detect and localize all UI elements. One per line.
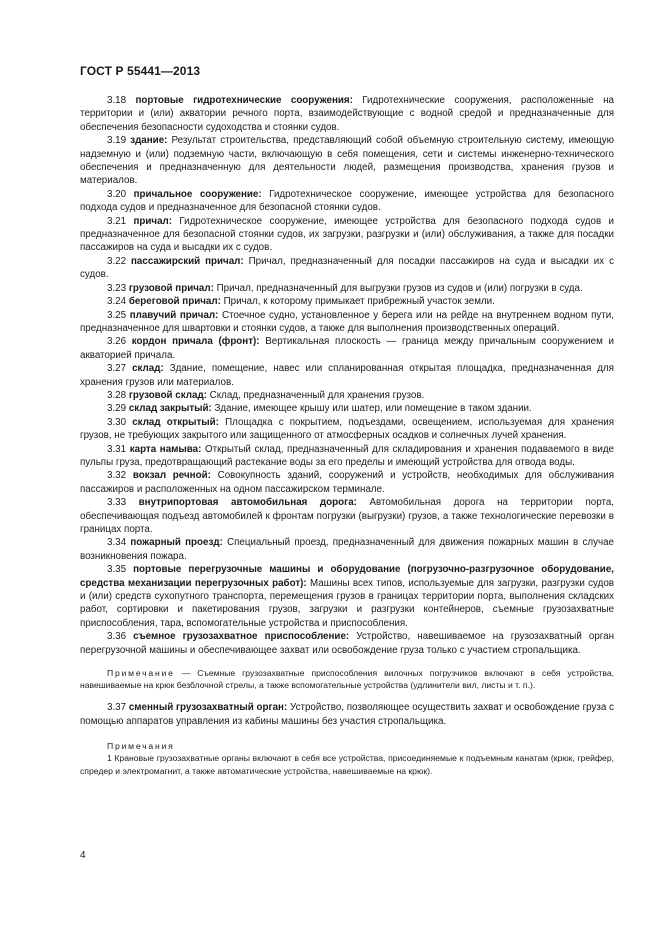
definition-item [80, 255, 614, 282]
document-header: ГОСТ Р 55441—2013 [80, 64, 201, 78]
note-text: — Съемные грузозахватные приспособления вилочных погрузчиков включают в себя устройства, навешиваемые на крюк безблочной стрелы, а также вспомогательные устройства (удлинители вил, листы и т. п.). [80, 668, 614, 691]
item-term: сменный грузозахватный орган: [128, 702, 288, 714]
item-number: 3.36 [107, 631, 127, 643]
definition-item [80, 362, 614, 389]
item-number: 3.24 [107, 296, 127, 308]
item-number: 3.30 [107, 416, 127, 428]
item-definition: Здание, имеющее крышу или шатер, или помещение в таком здании. [211, 403, 532, 415]
item-number: 3.37 [107, 702, 127, 714]
definition-item [80, 389, 614, 402]
item-term: склад открытый: [132, 416, 219, 428]
item-number: 3.29 [107, 403, 127, 415]
item-definition: Специальный проезд, предназначенный для движения пожарных машин в случае возникновения пожара. [80, 537, 614, 562]
item-definition: Гидротехнические сооружения, расположенные на территории и (или) акватории речного порта, взаимодействующие с водной средой и предназначенные для обеспечения безопасности судоходства и стоянки судов. [80, 95, 614, 133]
item-number: 3.27 [107, 363, 127, 375]
definition-item [80, 134, 614, 188]
note-label: Примечание [107, 668, 175, 679]
item-term: внутрипортовая автомобильная дорога: [138, 497, 357, 509]
item-term: пожарный проезд: [130, 537, 223, 549]
item-definition: Результат строительства, представляющий собой объемную строительную систему, имеющую надземную и (или) подземную части, включающую в себя помещения, сети и системы инженерно-технического обеспечения и предназначенную для деятельности людей, размещения производства, хранения грузов и материалов. [80, 135, 614, 187]
definition-item [80, 630, 614, 657]
item-term: портовые гидротехнические сооружения: [135, 95, 353, 106]
item-number: 3.34 [107, 537, 127, 549]
definition-item-3-37 [80, 701, 614, 728]
item-term: вокзал речной: [132, 470, 211, 482]
item-definition: Устройство, позволяющее осуществить захват и освобождение груза с помощью аппаратов управления из кабины машины без участия стропальщика. [80, 702, 614, 727]
item-number: 3.28 [107, 389, 127, 401]
item-term: плавучий причал: [129, 309, 219, 321]
item-definition: Причал, предназначенный для посадки пассажиров на суда и высадки их с судов. [80, 255, 614, 281]
item-term: грузовой склад: [128, 389, 207, 401]
item-term: береговой причал: [128, 296, 221, 308]
item-definition: Причал, к которому примыкает прибрежный участок земли. [220, 296, 495, 308]
item-definition: Гидротехническое сооружение, имеющее устройства для безопасного подхода судов и предназначенное для безопасной стоянки судов. [80, 188, 614, 214]
item-definition: Автомобильная дорога на территории порта, обеспечивающая подъезд автомобилей к фронтам погрузки (выгрузки) грузов, а также технологические перевозки в границах порта. [80, 497, 615, 535]
notes-title: Примечания [107, 741, 175, 752]
item-number: 3.23 [107, 282, 127, 294]
item-term: причал: [133, 215, 172, 227]
item-definition: Площадка с покрытием, подъездами, освещением, используемая для хранения грузов, не требующих закрытого или защищенного от атмосферных осадков и солнечных лучей хранения. [80, 416, 615, 442]
page-number: 4 [80, 850, 86, 861]
definition-item [80, 335, 614, 362]
item-definition: Стоечное судно, установленное у берега или на рейде на внутреннем водном пути, предназначенное для швартовки и стоянки судов, а также для выполнения производственных операций. [80, 309, 614, 334]
item-term: пассажирский причал: [131, 255, 244, 267]
document-body [80, 94, 614, 777]
item-number: 3.33 [107, 497, 127, 509]
note-3-36 [80, 667, 614, 691]
item-number: 3.22 [107, 255, 127, 267]
item-term: здание: [130, 135, 168, 147]
item-definition: Совокупность зданий, сооружений и устройств, необходимых для обслуживания пассажиров и расположенных на одном пассажирском терминале. [80, 470, 614, 495]
definition-item [80, 215, 614, 255]
item-term: портовые перегрузочные машины и оборудование (погрузочно-разгрузочное оборудование, средства механизации перегрузочных работ): [80, 564, 614, 589]
item-definition: Вертикальная плоскость — граница между причальным сооружением и акваторией причала. [80, 336, 614, 361]
item-number: 3.25 [107, 309, 127, 321]
item-number: 3.19 [107, 135, 127, 147]
item-number: 3.31 [107, 443, 127, 455]
item-term: кордон причала (фронт): [131, 336, 260, 348]
item-term: карта намыва: [129, 443, 202, 455]
item-number: 3.35 [107, 564, 127, 576]
item-definition: Склад, предназначенный для хранения грузов. [206, 389, 425, 401]
definition-item [80, 402, 614, 415]
definition-item [80, 536, 614, 563]
item-term: съемное грузозахватное приспособление: [133, 631, 350, 643]
item-number: 3.21 [107, 215, 127, 227]
definition-item [80, 188, 614, 215]
definition-item [80, 282, 614, 295]
item-number: 3.32 [107, 470, 127, 482]
definition-item [80, 563, 614, 630]
item-number: 3.26 [107, 336, 127, 348]
item-definition: Устройство, навешиваемое на грузозахватный орган перегрузочной машины и обеспечивающее захват или освобождение груза только с участием стропальщика. [80, 631, 615, 656]
definition-item [80, 469, 614, 496]
item-term: склад закрытый: [128, 403, 212, 415]
item-definition: Машины всех типов, используемые для загрузки, разгрузки судов и (или) средств сухопутного транспорта, перемещения грузов в границах территории порта, выполнения складских работ, сортировки и пакетирования грузов, загрузки и разгрузки контейнеров, съемные грузозахватные приспособления, тара, вспомогательные устройства и приспособления. [80, 577, 614, 629]
definition-item [80, 416, 614, 443]
notes-item-1: 1 Крановые грузозахватные органы включают в себя все устройства, присоединяемые к подъемным канатам (крюк, грейфер, спредер и электромагнит, а также автоматические устройства, навешиваемые на крюк). [80, 753, 614, 776]
definition-item [80, 309, 614, 336]
item-number: 3.18 [107, 95, 127, 106]
item-term: склад: [132, 363, 164, 375]
item-term: грузовой причал: [128, 282, 214, 294]
definition-item [80, 443, 614, 470]
definition-item [80, 94, 614, 134]
item-definition: Открытый склад, предназначенный для складирования и хранения подаваемого в виде пульпы груза, предотвращающий растекание воды за его пределы и имеющий устройства для отвода воды. [80, 443, 614, 468]
item-definition: Здание, помещение, навес или спланированная открытая площадка, предназначенная для хранения грузов или материалов. [80, 363, 614, 388]
definition-item [80, 496, 614, 536]
item-term: причальное сооружение: [133, 188, 262, 200]
item-definition: Гидротехническое сооружение, имеющее устройства для безопасного подхода судов и предназначенное для безопасной стоянки судов, их загрузки, разгрузки и (или) обслуживания, а также для посадки пассажиров на суда и высадки их с судов. [80, 215, 615, 254]
definitions-list [80, 94, 614, 657]
item-definition: Причал, предназначенный для выгрузки грузов из судов и (или) погрузки в суда. [213, 282, 583, 294]
item-number: 3.20 [107, 188, 127, 200]
definition-item [80, 295, 614, 308]
